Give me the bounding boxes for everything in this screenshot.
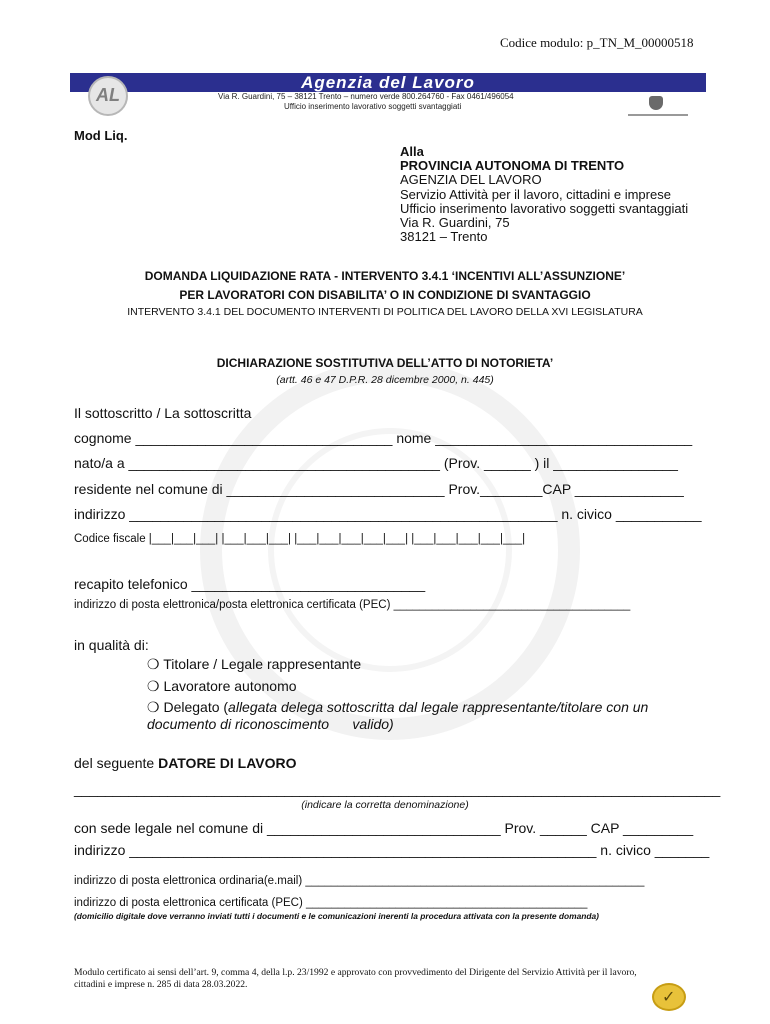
employer-heading-bold: DATORE DI LAVORO <box>158 755 297 771</box>
recipient-line1: PROVINCIA AUTONOMA DI TRENTO <box>400 158 625 174</box>
role-option-delegate[interactable] <box>147 699 648 716</box>
phone-field[interactable]: recapito telefonico ______________________________ <box>74 576 426 592</box>
recipient-line6: 38121 – Trento <box>400 229 488 245</box>
declaration-title: DICHIARAZIONE SOSTITUTIVA DELL’ATTO DI NOTORIETA’ <box>216 356 554 370</box>
declaration-reference: (artt. 46 e 47 D.P.R. 28 dicembre 2000, n. 445) <box>276 374 494 386</box>
fiscal-code-field[interactable]: Codice fiscale |___|___|___| |___|___|___| |___|___|___|___|___| |___|___|___|___|___| <box>74 533 526 545</box>
radio-circle-icon: ❍ <box>147 699 160 715</box>
footer-line1: Modulo certificato ai sensi dell’art. 9, comma 4, della l.p. 23/1992 e approvato con provvedimento del Dirigente del Servizio Attività per il lavoro, <box>74 967 637 978</box>
employer-seat-field[interactable]: con sede legale nel comune di ______________________________ Prov. ______ CAP _________ <box>74 820 694 836</box>
role-option-self-employed-label: Lavoratore autonomo <box>163 678 297 694</box>
email-pec-field[interactable]: indirizzo di posta elettronica/posta elettronica certificata (PEC) _____________________________________ <box>74 599 631 611</box>
address-field[interactable]: indirizzo _______________________________________________________ n. civico ___________ <box>74 506 702 522</box>
role-option-delegate-note2: documento di riconoscimento valido) <box>147 716 394 732</box>
ordinary-email-field[interactable]: indirizzo di posta elettronica ordinaria(e.mail) _____________________________________________________ <box>74 875 645 887</box>
pec-note: (domicilio digitale dove verranno inviati tutti i documenti e le comunicazioni inerenti la procedura attivata con la presente domanda) <box>74 911 599 921</box>
recipient-line3: Servizio Attività per il lavoro, cittadini e imprese <box>400 186 671 202</box>
province-emblem-caption <box>628 114 688 116</box>
employer-address-field[interactable]: indirizzo ____________________________________________________________ n. civico _______ <box>74 842 710 858</box>
certification-seal-icon <box>652 983 686 1011</box>
seal-check-icon: ✓ <box>662 989 676 1006</box>
role-option-owner-label: Titolare / Legale rappresentante <box>163 656 362 672</box>
main-title-line2: PER LAVORATORI CON DISABILITA’ O IN CONDIZIONE DI SVANTAGGIO <box>179 288 591 302</box>
main-title-line1: DOMANDA LIQUIDAZIONE RATA - INTERVENTO 3.4.1 ‘INCENTIVI ALL’ASSUNZIONE’ <box>144 269 626 283</box>
certification-footer <box>74 967 637 991</box>
mod-label: Mod Liq. <box>74 128 128 143</box>
agency-logo <box>88 76 128 116</box>
employer-heading <box>74 755 297 771</box>
role-option-owner[interactable] <box>147 656 361 673</box>
recipient-line5: Via R. Guardini, 75 <box>400 215 510 231</box>
employer-name-hint: (indicare la corretta denominazione) <box>301 799 469 811</box>
pec-field[interactable]: indirizzo di posta elettronica certificata (PEC) ____________________________________________ <box>74 897 588 909</box>
radio-circle-icon: ❍ <box>147 656 160 672</box>
logo-text: AL <box>96 85 120 105</box>
role-label: in qualità di: <box>74 637 149 653</box>
agency-banner: Agenzia del Lavoro <box>70 73 706 92</box>
employer-name-field[interactable]: ___________________________________________________________________________________ <box>74 781 721 797</box>
footer-line2: cittadini e imprese n. 285 di data 28.03.2022. <box>74 979 248 990</box>
module-code: Codice modulo: p_TN_M_00000518 <box>500 35 694 50</box>
subtitle: INTERVENTO 3.4.1 DEL DOCUMENTO INTERVENTI DI POLITICA DEL LAVORO DELLA XVI LEGISLATURA <box>127 306 643 318</box>
recipient-line4: Ufficio inserimento lavorativo soggetti svantaggiati <box>400 200 689 216</box>
agency-address: Via R. Guardini, 75 – 38121 Trento – numero verde 800.264760 - Fax 0461/496054 <box>218 92 514 101</box>
undersigned-label: Il sottoscritto / La sottoscritta <box>74 405 252 421</box>
role-option-delegate-note1: allegata delega sottoscritta dal legale rappresentante/titolare con un <box>228 699 649 715</box>
role-option-delegate-prefix: Delegato ( <box>163 699 229 715</box>
recipient-to: Alla <box>400 144 424 159</box>
province-emblem-icon <box>649 96 663 110</box>
agency-office: Ufficio inserimento lavorativo soggetti svantaggiati <box>284 102 462 111</box>
recipient-block <box>400 145 688 244</box>
birth-field[interactable]: nato/a a ________________________________________ (Prov. ______ ) il ________________ <box>74 455 678 471</box>
recipient-line2: AGENZIA DEL LAVORO <box>400 172 542 188</box>
role-option-self-employed[interactable] <box>147 678 297 695</box>
radio-circle-icon: ❍ <box>147 678 160 694</box>
employer-heading-prefix: del seguente <box>74 755 159 771</box>
residence-field[interactable]: residente nel comune di ____________________________ Prov.________CAP ______________ <box>74 481 684 497</box>
surname-name-field[interactable]: cognome _________________________________ nome _________________________________ <box>74 430 693 446</box>
